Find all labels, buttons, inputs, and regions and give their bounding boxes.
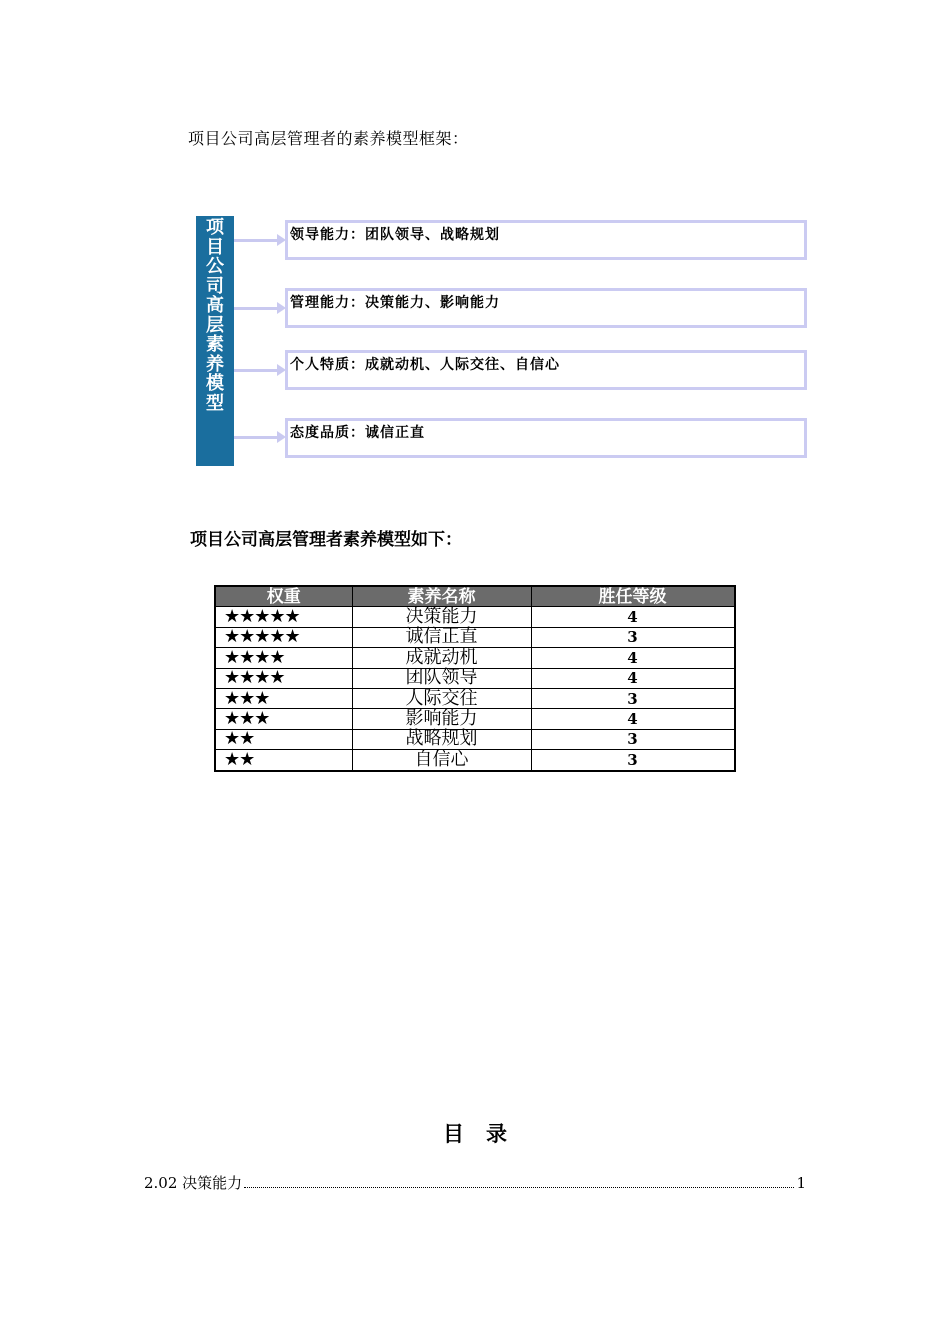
- competency-name: 战略规划: [352, 729, 531, 749]
- weight-stars: ★★★: [215, 688, 352, 708]
- competency-level: 3: [531, 750, 735, 771]
- competency-name: 影响能力: [352, 709, 531, 729]
- vertical-char: 养: [206, 353, 224, 375]
- toc-leader-dots: [244, 1187, 794, 1188]
- competency-level: 3: [531, 688, 735, 708]
- vertical-char: 素: [206, 334, 224, 355]
- vertical-char: 型: [206, 392, 224, 414]
- competency-name: 决策能力: [352, 607, 531, 627]
- weight-stars: ★★★★★: [215, 627, 352, 647]
- table-row: [215, 607, 735, 627]
- arrow-icon: [234, 239, 278, 242]
- framework-item-management: [285, 288, 807, 328]
- table-row: [215, 627, 735, 647]
- vertical-char: 层: [206, 314, 224, 336]
- framework-item-personal: [285, 350, 807, 390]
- framework-item-label: 态度品质：诚信正直: [290, 425, 425, 441]
- toc-entry-label: 2.02 决策能力: [144, 1174, 243, 1192]
- framework-item-label: 个人特质：成就动机、人际交往、自信心: [290, 357, 560, 373]
- competency-table: [214, 585, 736, 772]
- table-header-row: [215, 586, 735, 607]
- competency-name: 成就动机: [352, 648, 531, 668]
- weight-stars: ★★: [215, 750, 352, 771]
- competency-level: 4: [531, 607, 735, 627]
- model-heading: 项目公司高层管理者素养模型如下：: [190, 530, 462, 550]
- table-row: [215, 668, 735, 688]
- competency-name: 诚信正直: [352, 627, 531, 647]
- vertical-char: 司: [206, 275, 224, 297]
- vertical-char: 高: [206, 295, 224, 316]
- arrow-icon: [234, 436, 278, 439]
- weight-stars: ★★★: [215, 709, 352, 729]
- table-row: [215, 729, 735, 749]
- toc-title: 目录: [443, 1122, 529, 1146]
- framework-item-label: 领导能力：团队领导、战略规划: [290, 227, 500, 243]
- competency-level: 4: [531, 709, 735, 729]
- table-row: [215, 709, 735, 729]
- weight-stars: ★★: [215, 729, 352, 749]
- vertical-char: 项: [206, 217, 224, 238]
- vertical-char: 公: [206, 256, 224, 277]
- competency-level: 4: [531, 648, 735, 668]
- intro-text: 项目公司高层管理者的素养模型框架：: [188, 129, 469, 148]
- header-name: 素养名称: [352, 586, 531, 607]
- toc-entry-page: 1: [796, 1174, 806, 1192]
- weight-stars: ★★★★: [215, 668, 352, 688]
- competency-level: 3: [531, 627, 735, 647]
- arrow-icon: [234, 307, 278, 310]
- table-row: [215, 688, 735, 708]
- competency-level: 3: [531, 729, 735, 749]
- weight-stars: ★★★★: [215, 648, 352, 668]
- framework-vertical-title: [196, 216, 234, 466]
- competency-name: 自信心: [352, 750, 531, 771]
- table-row: [215, 648, 735, 668]
- arrow-icon: [234, 369, 278, 372]
- framework-item-leadership: [285, 220, 807, 260]
- framework-item-label: 管理能力：决策能力、影响能力: [290, 295, 500, 311]
- vertical-char: 目: [206, 236, 224, 258]
- vertical-char: 模: [206, 373, 224, 394]
- header-level: 胜任等级: [531, 586, 735, 607]
- header-weight: 权重: [215, 586, 352, 607]
- framework-item-attitude: [285, 418, 807, 458]
- competency-name: 团队领导: [352, 668, 531, 688]
- competency-name: 人际交往: [352, 688, 531, 708]
- toc-entry[interactable]: [144, 1172, 806, 1193]
- competency-level: 4: [531, 668, 735, 688]
- weight-stars: ★★★★★: [215, 607, 352, 627]
- table-row: [215, 750, 735, 771]
